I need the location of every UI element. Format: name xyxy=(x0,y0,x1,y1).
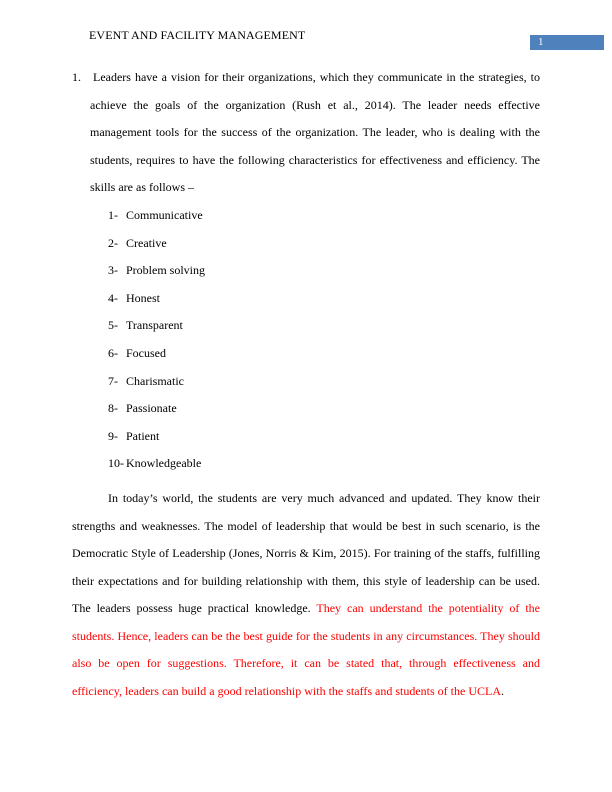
list-item-number: 5- xyxy=(108,318,118,333)
skills-list xyxy=(72,202,540,478)
document-body xyxy=(72,64,540,706)
list-item-number: 8- xyxy=(108,401,118,416)
running-header: EVENT AND FACILITY MANAGEMENT xyxy=(89,28,306,42)
list-item-number: 10- xyxy=(108,456,124,471)
list-item-number: 6- xyxy=(108,345,118,360)
list-item xyxy=(72,257,540,285)
list-item-number: 7- xyxy=(108,373,118,388)
list-item-label: Transparent xyxy=(126,318,183,333)
paragraph-2 xyxy=(72,485,540,706)
list-item-label: Patient xyxy=(126,428,160,443)
list-item xyxy=(72,230,540,258)
list-item-label: Charismatic xyxy=(126,373,184,388)
list-item xyxy=(72,202,540,230)
list-item-number: 4- xyxy=(108,290,118,305)
list-item-label: Communicative xyxy=(126,207,203,222)
list-item-label: Creative xyxy=(126,235,167,250)
list-item-label: Problem solving xyxy=(126,263,206,278)
list-item xyxy=(72,368,540,396)
list-item-number: 3- xyxy=(108,263,118,278)
list-item xyxy=(72,285,540,313)
page-number: 1 xyxy=(530,35,604,50)
list-item-number: 9- xyxy=(108,428,118,443)
paragraph-1 xyxy=(72,64,540,202)
paragraph-1-text: Leaders have a vision for their organizations, which they communicate in the strategies, to achieve the goals of the organization (Rush et al., 2014). The leader needs effective management tools for the success of the organization. The leader, who is dealing with the students, requires to have the following characteristics for effectiveness and efficiency. The skills are as follows – xyxy=(90,70,540,195)
paragraph-1-number: 1. xyxy=(72,70,81,84)
paragraph-2-text: In today’s world, the students are very much advanced and updated. They know their strengths and weaknesses. The model of leadership that would be best in such scenario, is the Democratic Style of Leadership (Jones, Norris & Kim, 2015). For training of the staffs, fulfilling their expectations and for building relationship with them, this style of leadership can be used. The leaders possess huge practical knowledge. xyxy=(72,490,540,616)
list-item xyxy=(72,312,540,340)
list-item xyxy=(72,340,540,368)
list-item-number: 2- xyxy=(108,235,118,250)
paragraph-2-period: . xyxy=(501,684,504,699)
list-item-label: Passionate xyxy=(126,401,177,416)
list-item-label: Honest xyxy=(126,290,160,305)
list-item xyxy=(72,395,540,423)
list-item-number: 1- xyxy=(108,207,118,222)
list-item xyxy=(72,450,540,478)
paragraph-2-highlighted-text: They can understand the potentiality of the students. Hence, leaders can be the best guide for the students in any circumstances. They should also be open for suggestions. Therefore, it can be stated that, through effectiveness and efficiency, leaders can build a good relationship with the staffs and students of the UCLA xyxy=(72,601,540,699)
list-item xyxy=(72,423,540,451)
list-item-label: Knowledgeable xyxy=(126,456,202,471)
list-item-label: Focused xyxy=(126,345,166,360)
